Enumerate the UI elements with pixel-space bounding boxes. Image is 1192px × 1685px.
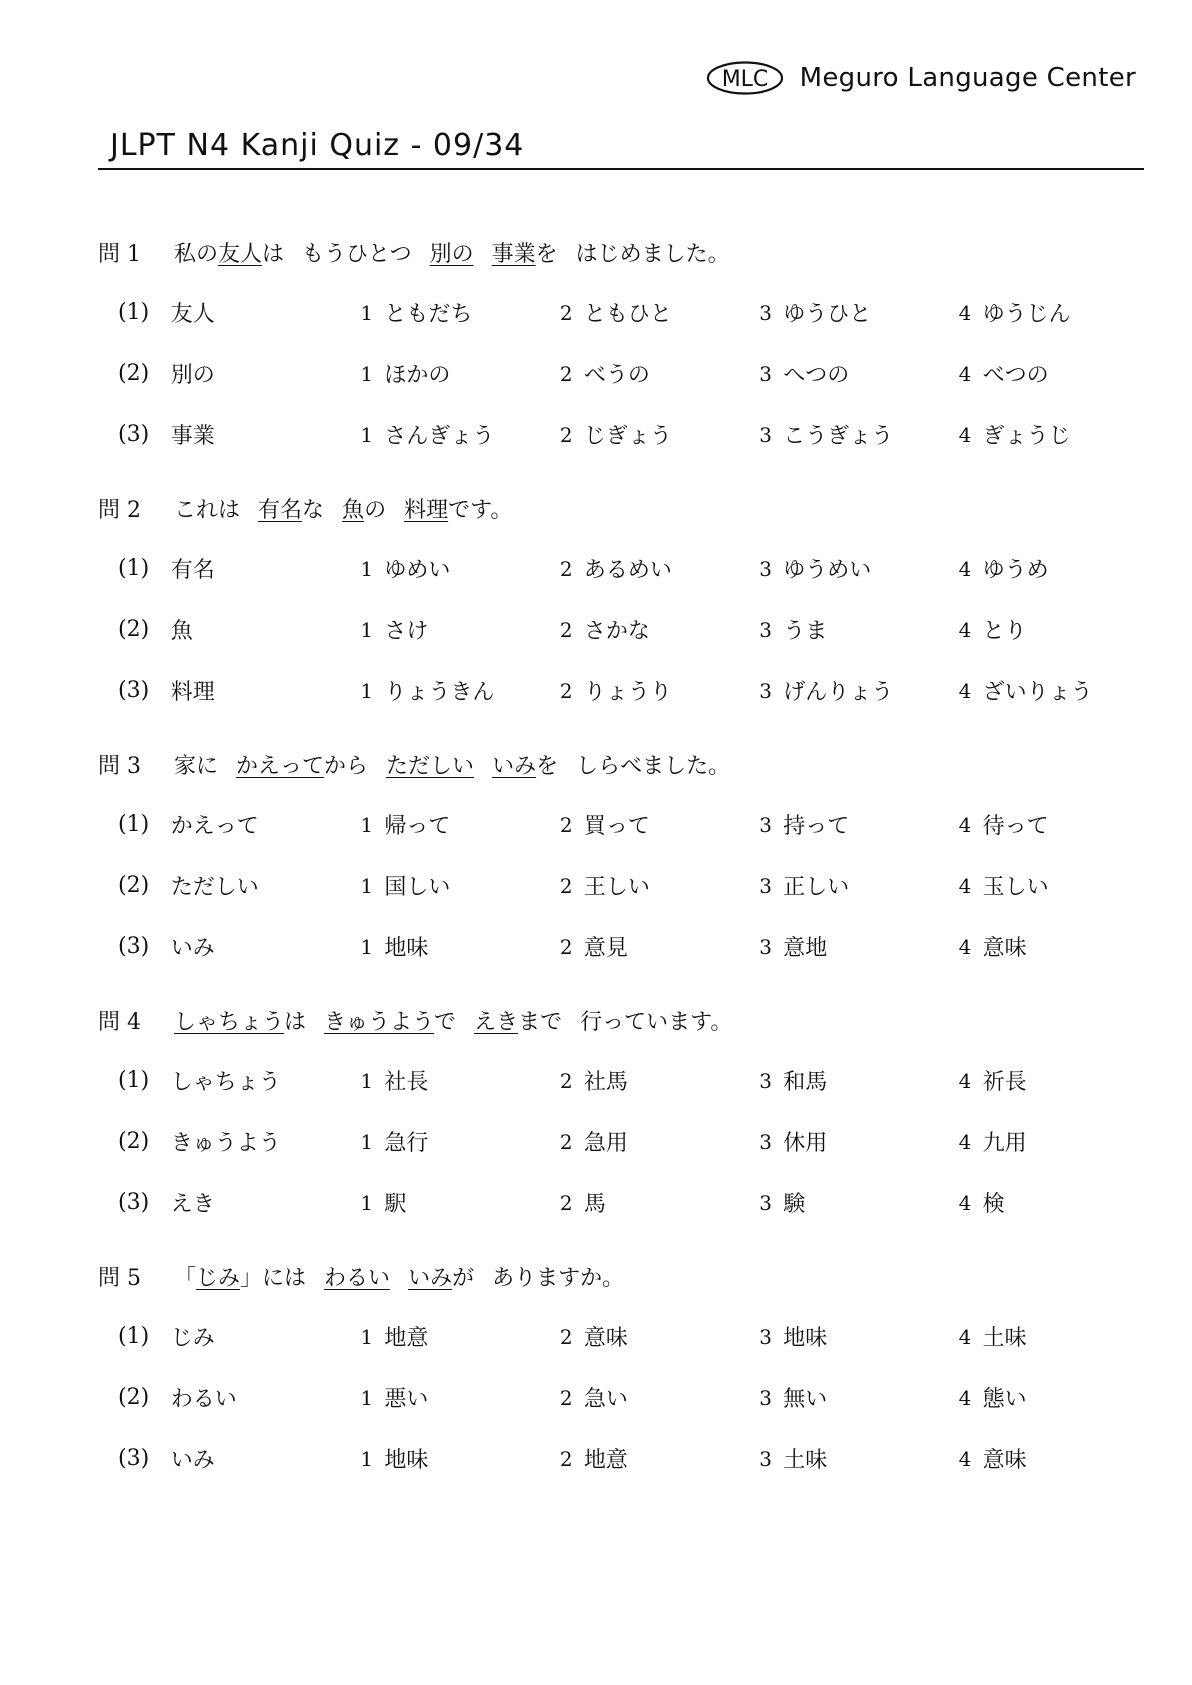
sub-question-row [98, 599, 1158, 660]
choice-number: 2 [559, 873, 573, 898]
choice-text: ゆうめ [982, 558, 1049, 583]
choice-text: 意味 [982, 936, 1027, 961]
underlined-target-word: ただしい [386, 753, 475, 779]
sub-question-row [98, 1111, 1158, 1172]
answer-choice [959, 419, 1158, 450]
choice-number: 2 [559, 812, 573, 837]
underlined-target-word: きゅうよう [324, 1009, 435, 1035]
answer-choice [560, 1065, 759, 1096]
sentence-text: が [452, 1265, 475, 1291]
underlined-target-word: じみ [196, 1265, 241, 1291]
question-heading [98, 478, 1158, 538]
answer-choice [959, 870, 1158, 901]
answer-choice [759, 1443, 958, 1474]
choice-number: 1 [360, 873, 374, 898]
sub-question-word: しゃちょう [170, 1070, 281, 1095]
header-logo [706, 60, 1136, 96]
underlined-target-word: わるい [324, 1265, 391, 1291]
sub-question-word: えき [170, 1192, 215, 1217]
sub-question-word: かえって [170, 814, 259, 839]
question-number: 問 5 [98, 1265, 141, 1291]
underlined-target-word: かえって [236, 753, 325, 779]
choice-text: 九用 [982, 1131, 1027, 1156]
sentence-text: 」には [240, 1265, 307, 1291]
answer-choice [360, 675, 559, 706]
answer-choice [560, 1321, 759, 1352]
question-list [98, 222, 1158, 1502]
sentence-text: ありますか。 [492, 1265, 625, 1291]
choice-text: 休用 [783, 1131, 828, 1156]
question-sentence [174, 1005, 732, 1036]
choice-text: 国しい [384, 875, 451, 900]
answer-choice [360, 1065, 559, 1096]
choice-number: 1 [360, 300, 374, 325]
center-name: Meguro Language Center [799, 63, 1136, 93]
sub-question-label: (3) [118, 1446, 150, 1471]
answer-choice [959, 1321, 1158, 1352]
choice-text: 地味 [783, 1326, 828, 1351]
choice-text: 持って [783, 814, 850, 839]
answer-choice [959, 1126, 1158, 1157]
choice-number: 1 [360, 556, 374, 581]
choice-text: ゆうめい [783, 558, 872, 583]
choice-number: 4 [958, 812, 972, 837]
answer-choice [360, 1382, 559, 1413]
choice-text: ともだち [384, 302, 473, 327]
choice-number: 3 [759, 361, 772, 386]
choice-number: 3 [759, 812, 772, 837]
answer-choice [959, 614, 1158, 645]
sentence-text: 行っています。 [580, 1009, 733, 1035]
answer-choice [360, 419, 559, 450]
sub-question-word: 魚 [170, 619, 193, 644]
choice-number: 2 [559, 556, 573, 581]
choice-text: りょうり [583, 680, 672, 705]
sub-question-row [98, 1172, 1158, 1233]
choice-text: ゆうひと [783, 302, 872, 327]
choice-text: 玉しい [982, 875, 1049, 900]
choice-number: 2 [559, 1190, 573, 1215]
answer-choice [360, 931, 559, 962]
sub-question-word: じみ [170, 1326, 215, 1351]
choice-text: ともひと [583, 302, 672, 327]
choice-text: あるめい [583, 558, 672, 583]
choice-number: 1 [360, 1324, 374, 1349]
choice-text: 祈長 [982, 1070, 1027, 1095]
sentence-text: まで [518, 1009, 563, 1035]
choice-number: 3 [759, 678, 772, 703]
choice-number: 1 [360, 678, 374, 703]
sub-question-row [98, 1367, 1158, 1428]
question-sentence [174, 237, 730, 268]
sub-question-row [98, 538, 1158, 599]
answer-choice [360, 553, 559, 584]
answer-choice [959, 1187, 1158, 1218]
sub-question-label: (2) [118, 1385, 150, 1410]
answer-choice [759, 1187, 958, 1218]
choice-text: ゆめい [384, 558, 451, 583]
choice-text: 待って [982, 814, 1049, 839]
question-heading [98, 222, 1158, 282]
choice-number: 3 [759, 300, 772, 325]
choice-number: 3 [759, 1324, 772, 1349]
answer-choice [560, 1382, 759, 1413]
choice-number: 4 [958, 556, 972, 581]
sub-question-label: (2) [118, 617, 150, 642]
choice-number: 1 [360, 1385, 374, 1410]
answer-choice [560, 297, 759, 328]
sub-question-row [98, 1306, 1158, 1367]
sentence-text: から [324, 753, 369, 779]
sub-question-label: (3) [118, 422, 150, 447]
choice-number: 4 [958, 873, 972, 898]
answer-choice [560, 931, 759, 962]
choice-number: 1 [360, 1190, 374, 1215]
answer-choice [560, 1126, 759, 1157]
sentence-text: 家に [174, 753, 219, 779]
sub-question-word: わるい [170, 1387, 237, 1412]
question-sentence [174, 1261, 624, 1292]
answer-choice [959, 1065, 1158, 1096]
choice-number: 2 [559, 300, 573, 325]
choice-number: 3 [759, 422, 772, 447]
question-number: 問 4 [98, 1009, 141, 1035]
sentence-text: で [434, 1009, 457, 1035]
answer-choice [759, 1382, 958, 1413]
question-heading [98, 990, 1158, 1050]
answer-choice [759, 553, 958, 584]
choice-number: 3 [759, 1446, 772, 1471]
sub-question-word: 料理 [170, 680, 215, 705]
choice-text: 意味 [583, 1326, 628, 1351]
sub-question-row [98, 794, 1158, 855]
answer-choice [560, 1187, 759, 1218]
sentence-text: もうひとつ [302, 241, 412, 267]
sub-question-label: (2) [118, 1129, 150, 1154]
choice-text: 急行 [384, 1131, 429, 1156]
choice-text: 帰って [384, 814, 451, 839]
answer-choice [959, 809, 1158, 840]
sub-question-word: 事業 [170, 424, 215, 449]
answer-choice [959, 358, 1158, 389]
sub-question-label: (3) [118, 1190, 150, 1215]
underlined-target-word: えき [474, 1009, 519, 1035]
choice-text: 社馬 [583, 1070, 628, 1095]
question-number: 問 3 [98, 753, 141, 779]
question-number: 問 1 [98, 241, 141, 267]
title-rule [98, 168, 1144, 170]
question-heading [98, 734, 1158, 794]
sentence-text: はじめました。 [575, 241, 730, 267]
choice-text: 地味 [384, 1448, 429, 1473]
underlined-target-word: しゃちょう [174, 1009, 285, 1035]
choice-number: 4 [958, 1129, 972, 1154]
sub-question-word: いみ [170, 1448, 215, 1473]
answer-choice [560, 358, 759, 389]
choice-number: 1 [360, 1129, 374, 1154]
answer-choice [759, 297, 958, 328]
choice-text: げんりょう [783, 680, 894, 705]
choice-number: 2 [559, 1068, 573, 1093]
answer-choice [759, 870, 958, 901]
choice-number: 1 [360, 812, 374, 837]
answer-choice [560, 870, 759, 901]
choice-text: りょうきん [384, 680, 495, 705]
choice-text: じぎょう [583, 424, 672, 449]
sub-question-label: (2) [118, 361, 150, 386]
sub-question-label: (2) [118, 873, 150, 898]
answer-choice [959, 675, 1158, 706]
choice-number: 3 [759, 617, 772, 642]
sub-question-row [98, 343, 1158, 404]
sentence-text: これは [174, 497, 241, 523]
sub-question-label: (1) [118, 556, 150, 581]
choice-text: 王しい [583, 875, 650, 900]
underlined-target-word: 料理 [404, 497, 449, 523]
choice-text: 正しい [783, 875, 850, 900]
answer-choice [560, 419, 759, 450]
choice-number: 1 [360, 934, 374, 959]
choice-text: さんぎょう [384, 424, 495, 449]
choice-text: 買って [583, 814, 650, 839]
choice-number: 2 [559, 361, 573, 386]
choice-text: 社長 [384, 1070, 429, 1095]
choice-text: 意味 [982, 1448, 1027, 1473]
underlined-target-word: 魚 [342, 497, 365, 523]
answer-choice [759, 419, 958, 450]
question-sentence [174, 493, 512, 524]
quiz-title: JLPT N4 Kanji Quiz - 09/34 [110, 128, 525, 163]
choice-number: 2 [559, 1324, 573, 1349]
answer-choice [360, 809, 559, 840]
sub-question-label: (3) [118, 678, 150, 703]
question-block [98, 990, 1158, 1233]
sentence-text: しらべました。 [576, 753, 731, 779]
underlined-target-word: 友人 [218, 241, 263, 267]
choice-number: 3 [759, 556, 772, 581]
sub-question-row [98, 660, 1158, 721]
choice-number: 2 [559, 1385, 573, 1410]
underlined-target-word: 別の [429, 241, 474, 267]
answer-choice [959, 297, 1158, 328]
choice-text: 土味 [783, 1448, 828, 1473]
answer-choice [959, 931, 1158, 962]
choice-text: さかな [583, 619, 650, 644]
sentence-text: は [284, 1009, 307, 1035]
underlined-target-word: 有名 [258, 497, 303, 523]
mlc-logo-icon [706, 60, 784, 96]
answer-choice [360, 1126, 559, 1157]
choice-number: 1 [360, 1068, 374, 1093]
sub-question-label: (1) [118, 1068, 150, 1093]
sub-question-word: 友人 [170, 302, 215, 327]
choice-text: 急い [583, 1387, 628, 1412]
answer-choice [759, 1321, 958, 1352]
question-block [98, 222, 1158, 465]
choice-number: 2 [559, 934, 573, 959]
sub-question-row [98, 1050, 1158, 1111]
choice-text: 悪い [384, 1387, 429, 1412]
choice-number: 3 [759, 1190, 772, 1215]
question-number: 問 2 [98, 497, 141, 523]
choice-number: 4 [958, 617, 972, 642]
choice-number: 3 [759, 1385, 772, 1410]
svg-text:MLC: MLC [721, 67, 768, 92]
sentence-text: 私の [174, 241, 219, 267]
answer-choice [560, 553, 759, 584]
answer-choice [959, 553, 1158, 584]
choice-text: さけ [384, 619, 429, 644]
choice-number: 4 [958, 1068, 972, 1093]
underlined-target-word: いみ [492, 753, 537, 779]
choice-text: ざいりょう [982, 680, 1093, 705]
answer-choice [560, 1443, 759, 1474]
choice-text: ゆうじん [982, 302, 1071, 327]
question-block [98, 734, 1158, 977]
sentence-text: です。 [448, 497, 513, 523]
choice-text: 馬 [583, 1192, 606, 1217]
answer-choice [360, 1321, 559, 1352]
choice-number: 4 [958, 1190, 972, 1215]
choice-number: 4 [958, 300, 972, 325]
sub-question-word: 有名 [170, 558, 215, 583]
sub-question-label: (1) [118, 300, 150, 325]
choice-number: 3 [759, 934, 772, 959]
choice-text: 地意 [583, 1448, 628, 1473]
choice-text: 検 [982, 1192, 1005, 1217]
choice-number: 4 [958, 678, 972, 703]
choice-text: 地意 [384, 1326, 429, 1351]
question-sentence [174, 749, 730, 780]
sub-question-word: いみ [170, 936, 215, 961]
choice-text: 急用 [583, 1131, 628, 1156]
answer-choice [360, 870, 559, 901]
choice-number: 2 [559, 1129, 573, 1154]
sub-question-row [98, 916, 1158, 977]
choice-text: べつの [982, 363, 1049, 388]
sentence-text: を [536, 753, 559, 779]
question-block [98, 478, 1158, 721]
choice-text: とり [982, 619, 1027, 644]
choice-text: 地味 [384, 936, 429, 961]
choice-number: 2 [559, 422, 573, 447]
sentence-text: の [364, 497, 387, 523]
choice-text: ほかの [384, 363, 451, 388]
answer-choice [560, 614, 759, 645]
choice-text: 験 [783, 1192, 806, 1217]
choice-text: 無い [783, 1387, 828, 1412]
underlined-target-word: いみ [408, 1265, 453, 1291]
choice-number: 2 [559, 1446, 573, 1471]
answer-choice [759, 931, 958, 962]
sub-question-row [98, 404, 1158, 465]
sub-question-label: (3) [118, 934, 150, 959]
choice-text: うま [783, 619, 828, 644]
answer-choice [759, 675, 958, 706]
choice-number: 2 [559, 617, 573, 642]
choice-number: 2 [559, 678, 573, 703]
sub-question-word: ただしい [170, 875, 259, 900]
sentence-text: を [535, 241, 558, 267]
sentence-text: は [262, 241, 285, 267]
answer-choice [959, 1443, 1158, 1474]
answer-choice [360, 614, 559, 645]
sub-question-label: (1) [118, 812, 150, 837]
choice-number: 4 [958, 1385, 972, 1410]
sub-question-label: (1) [118, 1324, 150, 1349]
question-heading [98, 1246, 1158, 1306]
choice-number: 3 [759, 873, 772, 898]
choice-number: 3 [759, 1068, 772, 1093]
sub-question-word: きゅうよう [170, 1131, 281, 1156]
choice-text: こうぎょう [783, 424, 894, 449]
answer-choice [759, 614, 958, 645]
answer-choice [360, 297, 559, 328]
answer-choice [560, 809, 759, 840]
answer-choice [759, 1126, 958, 1157]
choice-number: 1 [360, 617, 374, 642]
answer-choice [360, 358, 559, 389]
choice-text: ぎょうじ [982, 424, 1071, 449]
choice-text: べうの [583, 363, 650, 388]
sub-question-row [98, 282, 1158, 343]
choice-number: 4 [958, 934, 972, 959]
choice-text: 意地 [783, 936, 828, 961]
choice-number: 4 [958, 361, 972, 386]
sub-question-row [98, 855, 1158, 916]
choice-text: 意見 [583, 936, 628, 961]
sentence-text: な [302, 497, 325, 523]
sub-question-row [98, 1428, 1158, 1489]
choice-number: 4 [958, 1324, 972, 1349]
underlined-target-word: 事業 [491, 241, 536, 267]
choice-text: 態い [982, 1387, 1027, 1412]
answer-choice [759, 809, 958, 840]
question-block [98, 1246, 1158, 1489]
answer-choice [360, 1187, 559, 1218]
answer-choice [759, 358, 958, 389]
choice-number: 3 [759, 1129, 772, 1154]
choice-text: へつの [783, 363, 850, 388]
answer-choice [360, 1443, 559, 1474]
answer-choice [959, 1382, 1158, 1413]
choice-number: 1 [360, 422, 374, 447]
answer-choice [759, 1065, 958, 1096]
choice-number: 4 [958, 1446, 972, 1471]
sub-question-word: 別の [170, 363, 215, 388]
choice-text: 土味 [982, 1326, 1027, 1351]
choice-text: 和馬 [783, 1070, 828, 1095]
answer-choice [560, 675, 759, 706]
choice-number: 1 [360, 1446, 374, 1471]
choice-number: 4 [958, 422, 972, 447]
sentence-text: 「 [174, 1265, 197, 1291]
choice-number: 1 [360, 361, 374, 386]
choice-text: 駅 [384, 1192, 407, 1217]
